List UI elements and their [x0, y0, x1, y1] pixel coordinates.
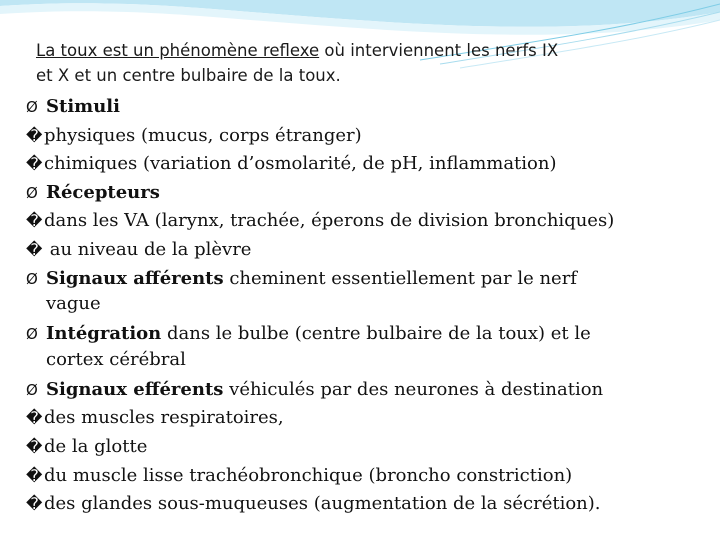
header-line2: et X et un centre bulbaire de la toux.: [36, 66, 341, 85]
header-rest: où interviennent les nerfs IX: [319, 41, 559, 60]
section-efferents: Ø Signaux efférents véhiculés par des neurones à destination: [26, 376, 706, 405]
slide-header: [36, 38, 696, 88]
section-integration: Ø Intégration dans le bulbe (centre bulbaire de la toux) et le cortex cérébral: [26, 320, 706, 371]
box-bullet-icon: �: [26, 465, 43, 485]
section-title: Signaux efférents: [46, 378, 224, 400]
list-item: � au niveau de la plèvre: [26, 236, 706, 265]
section-stimuli: [26, 93, 706, 122]
list-item: �du muscle lisse trachéobronchique (broncho constriction): [26, 462, 706, 491]
box-bullet-icon: �: [26, 408, 43, 428]
section-title: Stimuli: [46, 96, 120, 117]
box-bullet-icon: �: [26, 494, 43, 514]
section-title: Récepteurs: [46, 181, 160, 203]
section-title: Signaux afférents: [46, 267, 224, 289]
list-item: �des glandes sous-muqueuses (augmentation de la sécrétion).: [26, 490, 706, 519]
arrow-bullet-icon: Ø: [26, 380, 38, 399]
arrow-bullet-icon: Ø: [26, 269, 38, 288]
box-bullet-icon: �: [26, 125, 43, 145]
box-bullet-icon: �: [26, 436, 43, 456]
section-afferents: Ø Signaux afférents cheminent essentiellement par le nerf vague: [26, 265, 706, 316]
list-item: �dans les VA (larynx, trachée, éperons de division bronchiques): [26, 207, 706, 236]
arrow-bullet-icon: Ø: [26, 325, 38, 344]
slide-body: [26, 93, 706, 519]
box-bullet-icon: �: [26, 154, 43, 174]
header-lead: La toux est un phénomène reflexe: [36, 41, 320, 60]
arrow-bullet-icon: Ø: [26, 183, 38, 202]
list-item: �de la glotte: [26, 433, 706, 462]
section-recepteurs: [26, 179, 706, 208]
list-item: �des muscles respiratoires,: [26, 404, 706, 433]
box-bullet-icon: �: [26, 211, 43, 231]
box-bullet-icon: �: [26, 239, 43, 259]
list-item: �physiques (mucus, corps étranger): [26, 122, 706, 151]
arrow-bullet-icon: Ø: [26, 98, 38, 116]
section-title: Intégration: [46, 323, 162, 345]
list-item: �chimiques (variation d’osmolarité, de pH, inflammation): [26, 150, 706, 179]
